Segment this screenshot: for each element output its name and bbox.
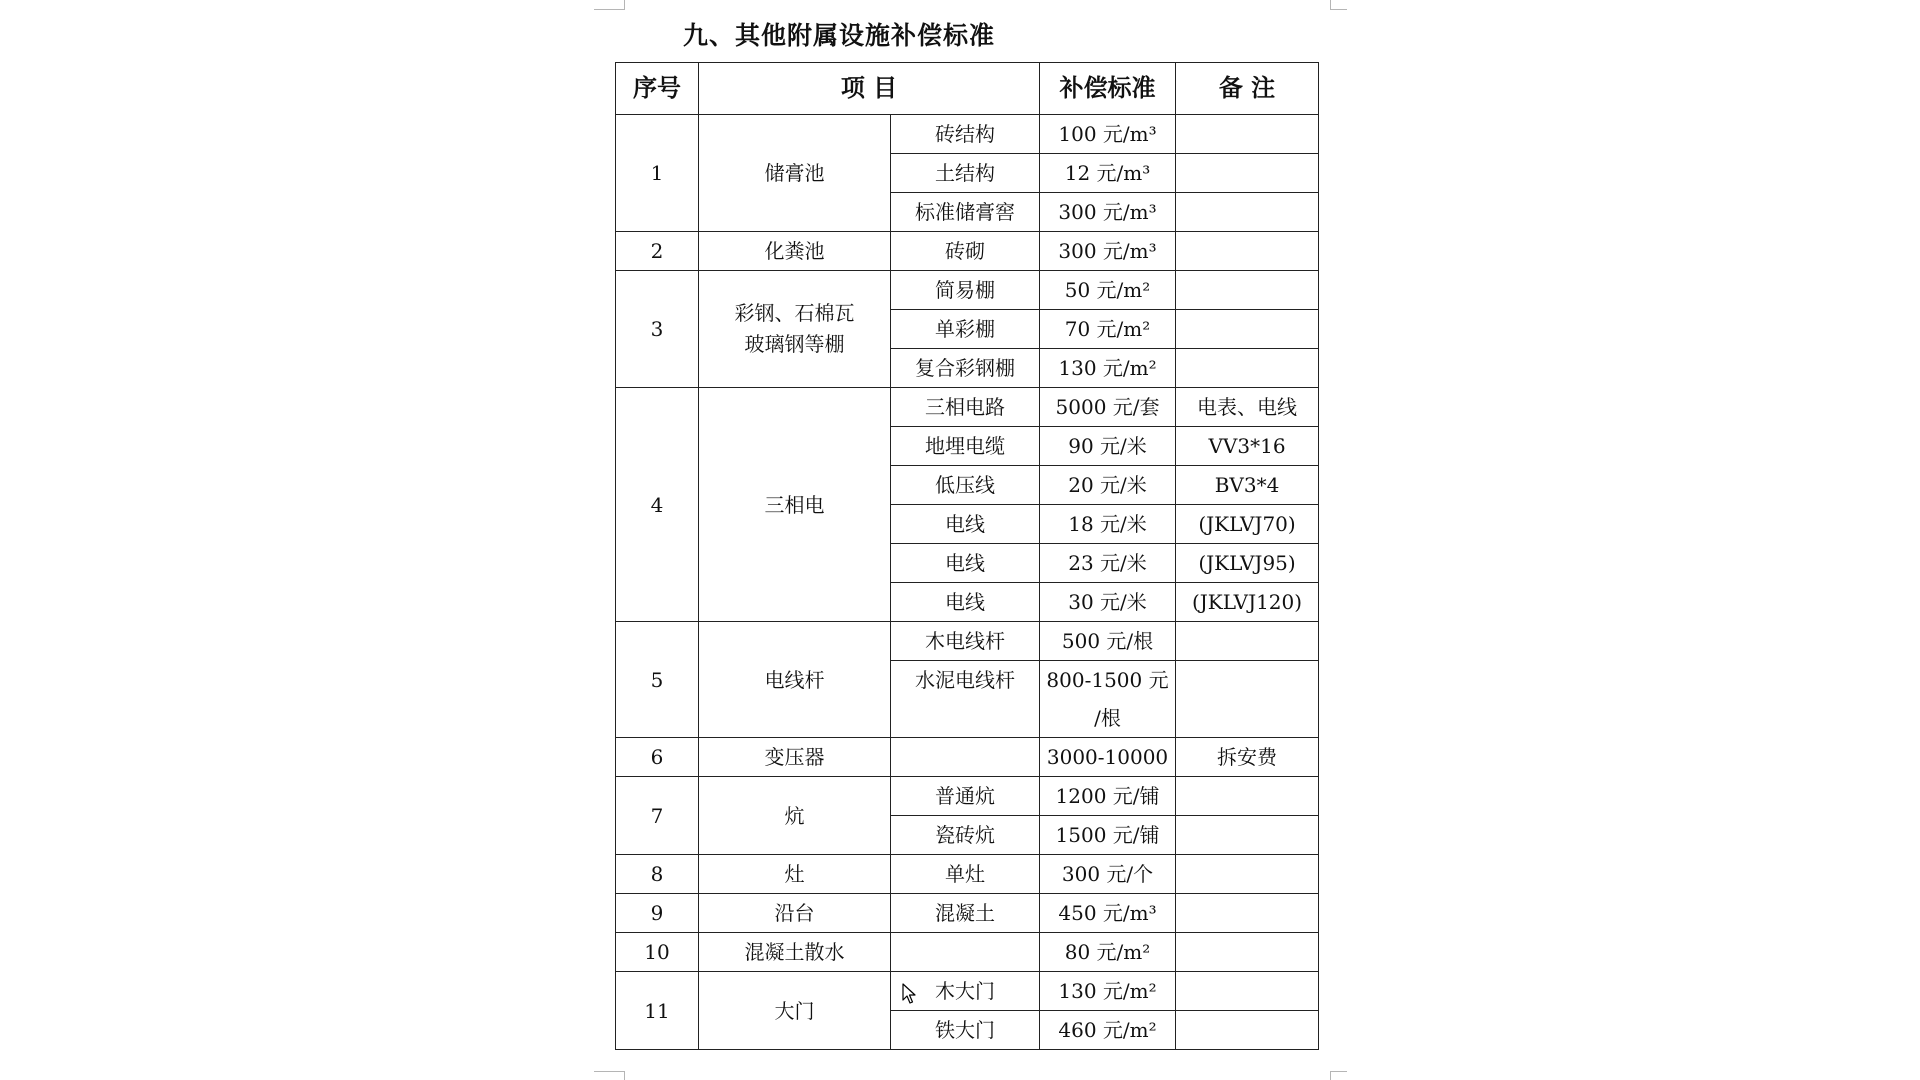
compensation-table bbox=[615, 62, 1319, 1050]
header-seq: 序号 bbox=[616, 63, 699, 115]
table-row bbox=[616, 388, 1319, 427]
cell-remark bbox=[1176, 816, 1319, 855]
table-row bbox=[616, 855, 1319, 894]
cell-standard: 100 元/m³ bbox=[1040, 115, 1176, 154]
cell-sub-item: 电线 bbox=[891, 583, 1040, 622]
cell-remark bbox=[1176, 777, 1319, 816]
cell-item-name: 变压器 bbox=[699, 738, 891, 777]
cell-item-name: 三相电 bbox=[699, 388, 891, 622]
cell-remark bbox=[1176, 661, 1319, 738]
cell-item-name: 彩钢、石棉瓦 玻璃钢等棚 bbox=[699, 271, 891, 388]
cell-standard: 1500 元/铺 bbox=[1040, 816, 1176, 855]
cell-standard: 130 元/m² bbox=[1040, 972, 1176, 1011]
cell-seq: 10 bbox=[616, 933, 699, 972]
cell-sub-item: 地埋电缆 bbox=[891, 427, 1040, 466]
cell-standard: 18 元/米 bbox=[1040, 505, 1176, 544]
cell-standard: 1200 元/铺 bbox=[1040, 777, 1176, 816]
cell-standard: 800-1500 元 /根 bbox=[1040, 661, 1176, 738]
cell-remark: 电表、电线 bbox=[1176, 388, 1319, 427]
cell-standard: 50 元/m² bbox=[1040, 271, 1176, 310]
cell-standard: 5000 元/套 bbox=[1040, 388, 1176, 427]
cell-sub-item: 土结构 bbox=[891, 154, 1040, 193]
cell-seq: 8 bbox=[616, 855, 699, 894]
cell-remark bbox=[1176, 622, 1319, 661]
cell-sub-item: 低压线 bbox=[891, 466, 1040, 505]
header-standard: 补偿标准 bbox=[1040, 63, 1176, 115]
cell-seq: 9 bbox=[616, 894, 699, 933]
cell-item-name: 炕 bbox=[699, 777, 891, 855]
cell-standard: 70 元/m² bbox=[1040, 310, 1176, 349]
cell-seq: 3 bbox=[616, 271, 699, 388]
cell-sub-item: 单彩棚 bbox=[891, 310, 1040, 349]
cell-remark bbox=[1176, 349, 1319, 388]
cell-seq: 1 bbox=[616, 115, 699, 232]
cell-standard: 90 元/米 bbox=[1040, 427, 1176, 466]
cell-standard: 460 元/m² bbox=[1040, 1011, 1176, 1050]
cell-seq: 11 bbox=[616, 972, 699, 1050]
cell-remark bbox=[1176, 894, 1319, 933]
table-body bbox=[616, 115, 1319, 1050]
cell-seq: 2 bbox=[616, 232, 699, 271]
header-item: 项 目 bbox=[699, 63, 1040, 115]
cell-sub-item: 三相电路 bbox=[891, 388, 1040, 427]
cell-remark bbox=[1176, 310, 1319, 349]
cell-standard: 20 元/米 bbox=[1040, 466, 1176, 505]
cell-sub-item: 木电线杆 bbox=[891, 622, 1040, 661]
cell-standard: 30 元/米 bbox=[1040, 583, 1176, 622]
table-row bbox=[616, 972, 1319, 1011]
cell-sub-item: 电线 bbox=[891, 544, 1040, 583]
cell-remark: (JKLVJ70) bbox=[1176, 505, 1319, 544]
cell-sub-item: 混凝土 bbox=[891, 894, 1040, 933]
table-header-row bbox=[616, 63, 1319, 115]
cell-remark: VV3*16 bbox=[1176, 427, 1319, 466]
cell-standard: 300 元/个 bbox=[1040, 855, 1176, 894]
page-corner-mark bbox=[594, 1071, 625, 1080]
cell-standard: 23 元/米 bbox=[1040, 544, 1176, 583]
cell-remark bbox=[1176, 855, 1319, 894]
table-row bbox=[616, 894, 1319, 933]
page-corner-mark bbox=[1330, 1071, 1347, 1080]
page-corner-mark bbox=[1330, 0, 1347, 10]
cell-item-name: 混凝土散水 bbox=[699, 933, 891, 972]
cell-standard: 300 元/m³ bbox=[1040, 232, 1176, 271]
cell-remark: (JKLVJ120) bbox=[1176, 583, 1319, 622]
cell-remark bbox=[1176, 232, 1319, 271]
cell-sub-item: 电线 bbox=[891, 505, 1040, 544]
cell-seq: 4 bbox=[616, 388, 699, 622]
cell-standard: 500 元/根 bbox=[1040, 622, 1176, 661]
cell-standard: 300 元/m³ bbox=[1040, 193, 1176, 232]
cell-remark bbox=[1176, 1011, 1319, 1050]
cell-sub-item: 瓷砖炕 bbox=[891, 816, 1040, 855]
page-corner-mark bbox=[594, 0, 625, 10]
cell-standard: 3000-10000 bbox=[1040, 738, 1176, 777]
table-row bbox=[616, 622, 1319, 661]
cell-sub-item: 简易棚 bbox=[891, 271, 1040, 310]
cell-sub-item: 标准储膏窖 bbox=[891, 193, 1040, 232]
cell-sub-item: 单灶 bbox=[891, 855, 1040, 894]
cell-sub-item bbox=[891, 738, 1040, 777]
cell-item-name: 沿台 bbox=[699, 894, 891, 933]
cell-remark bbox=[1176, 972, 1319, 1011]
cell-remark bbox=[1176, 115, 1319, 154]
table-row bbox=[616, 933, 1319, 972]
cell-seq: 5 bbox=[616, 622, 699, 738]
section-title: 九、其他附属设施补偿标准 bbox=[683, 21, 996, 50]
cell-sub-item: 铁大门 bbox=[891, 1011, 1040, 1050]
mouse-pointer-icon bbox=[902, 983, 918, 1005]
table-row bbox=[616, 232, 1319, 271]
cell-seq: 6 bbox=[616, 738, 699, 777]
table-row bbox=[616, 777, 1319, 816]
cell-sub-item: 木大门 bbox=[891, 972, 1040, 1011]
table-row bbox=[616, 115, 1319, 154]
cell-item-name: 大门 bbox=[699, 972, 891, 1050]
cell-item-name: 储膏池 bbox=[699, 115, 891, 232]
cell-remark: BV3*4 bbox=[1176, 466, 1319, 505]
cell-remark bbox=[1176, 154, 1319, 193]
cell-remark: (JKLVJ95) bbox=[1176, 544, 1319, 583]
cell-sub-item: 水泥电线杆 bbox=[891, 661, 1040, 738]
cell-standard: 450 元/m³ bbox=[1040, 894, 1176, 933]
cell-sub-item: 砖砌 bbox=[891, 232, 1040, 271]
cell-item-name: 电线杆 bbox=[699, 622, 891, 738]
cell-sub-item: 普通炕 bbox=[891, 777, 1040, 816]
cell-remark bbox=[1176, 271, 1319, 310]
cell-sub-item: 砖结构 bbox=[891, 115, 1040, 154]
cell-remark bbox=[1176, 933, 1319, 972]
cell-standard: 12 元/m³ bbox=[1040, 154, 1176, 193]
cell-seq: 7 bbox=[616, 777, 699, 855]
cell-item-name: 化粪池 bbox=[699, 232, 891, 271]
cell-standard: 80 元/m² bbox=[1040, 933, 1176, 972]
cell-item-name: 灶 bbox=[699, 855, 891, 894]
table-row bbox=[616, 738, 1319, 777]
cell-remark bbox=[1176, 193, 1319, 232]
cell-standard: 130 元/m² bbox=[1040, 349, 1176, 388]
table-row bbox=[616, 271, 1319, 310]
cell-sub-item bbox=[891, 933, 1040, 972]
header-remark: 备 注 bbox=[1176, 63, 1319, 115]
cell-sub-item: 复合彩钢棚 bbox=[891, 349, 1040, 388]
cell-remark: 拆安费 bbox=[1176, 738, 1319, 777]
